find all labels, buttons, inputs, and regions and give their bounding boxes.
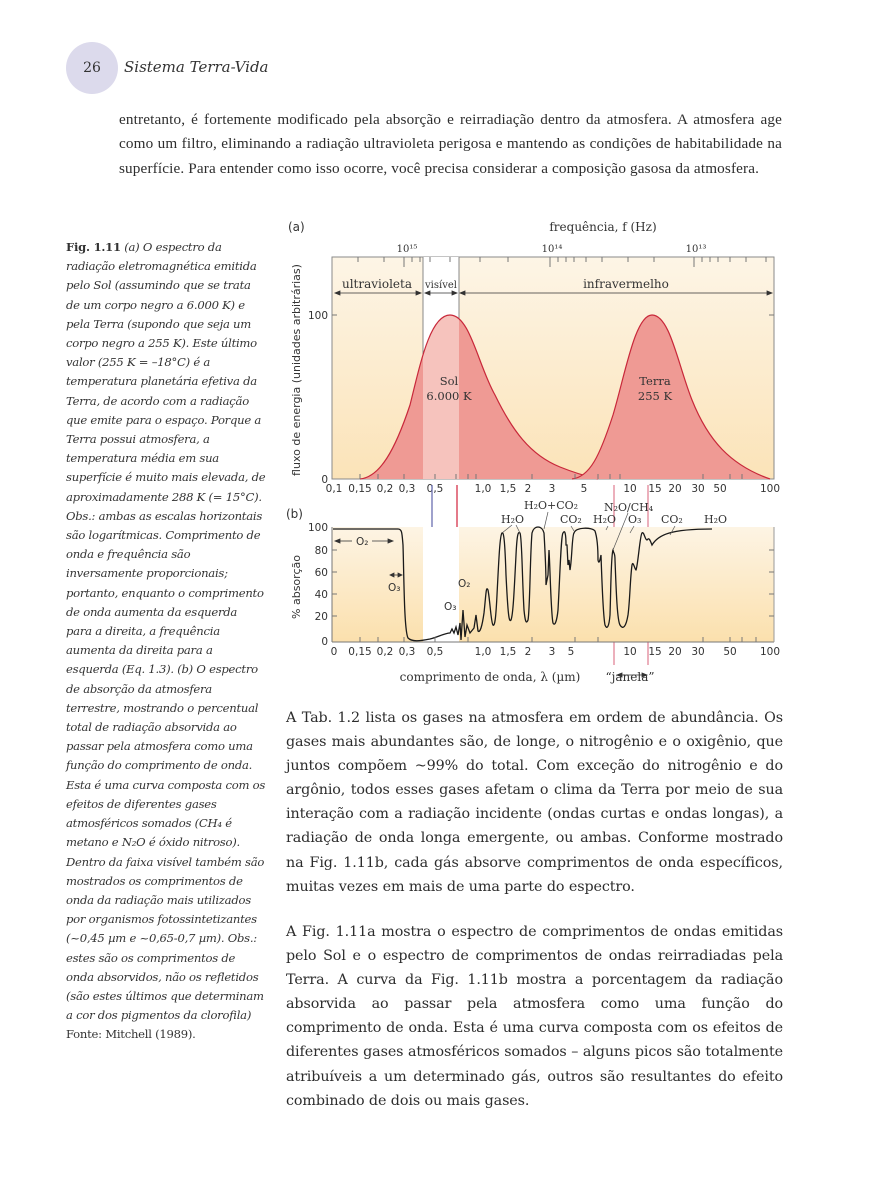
a-xticks [326, 483, 780, 495]
svg-text:0,2: 0,2 [376, 483, 394, 495]
svg-text:0,1: 0,1 [325, 483, 343, 495]
svg-text:100: 100 [307, 522, 328, 534]
band-label-infrared: infravermelho [583, 277, 669, 291]
gas-h2o-co2: H₂O+CO₂ [524, 499, 579, 512]
caption-part-b-marker: (b) [177, 662, 193, 677]
svg-text:5: 5 [567, 646, 575, 658]
a-ytick-100: 100 [307, 310, 328, 322]
a-ytick-0: 0 [321, 474, 328, 486]
svg-text:10: 10 [623, 483, 637, 495]
svg-text:0,3: 0,3 [398, 483, 416, 495]
svg-text:40: 40 [314, 589, 328, 601]
freq-tick-1e13: 10¹³ [685, 244, 707, 255]
svg-text:0,3: 0,3 [398, 646, 416, 658]
svg-text:0,15: 0,15 [348, 483, 372, 495]
page-number-badge [66, 42, 118, 94]
svg-text:0,5: 0,5 [426, 646, 444, 658]
svg-text:0,15: 0,15 [348, 646, 372, 658]
intro-paragraph: entretanto, é fortemente modificado pela absorção e reirradiação dentro da atmosfera. A atmosfera age como um filtro, eliminando a radiação ultravioleta perigosa e mantendo as condições de habitabilidade na superfície. Para entender como isso ocorre, você precisa considerar a composição gasosa da atmosfera. [119, 111, 782, 177]
caption-part-a-marker: (a) [124, 240, 140, 254]
svg-text:1,0: 1,0 [474, 483, 492, 495]
body-paragraph-1: A Tab. 1.2 lista os gases na atmosfera em ordem de abundância. Os gases mais abundantes são, de longe, o nitrogênio e o oxigênio, que juntos compõem ~99% do total. Com exceção do nitrogênio e do argônio, todos esses gases afetam o clima da Terra por meio de sua interação com a radiação incidente (ondas curtas e ondas longas), a radiação de onda longa emergente, ou ambas. Conforme mostrado na Fig. 1.11b, cada gás absorve comprimentos de onda específicos, muitas vezes em mais de uma parte do espectro. [286, 710, 783, 895]
svg-text:10: 10 [623, 646, 637, 658]
svg-text:2: 2 [524, 483, 532, 495]
gas-o3-uv: O₃ [388, 582, 401, 594]
svg-text:5: 5 [580, 483, 588, 495]
svg-text:20: 20 [668, 483, 682, 495]
svg-text:0,2: 0,2 [376, 646, 394, 658]
caption-source: Fonte: Mitchell (1989). [66, 1027, 196, 1042]
gas-h2o-3: H₂O [704, 513, 728, 526]
b-xticks [331, 646, 780, 658]
svg-text:2: 2 [524, 646, 532, 658]
gas-h2o-2: H₂O [593, 513, 617, 526]
svg-text:1,5: 1,5 [499, 483, 517, 495]
b-xlabel: comprimento de onda, λ (µm) [399, 670, 581, 684]
svg-text:80: 80 [314, 545, 328, 557]
freq-tick-1e14: 10¹⁴ [541, 244, 563, 255]
svg-text:0: 0 [321, 636, 328, 648]
a-ylabel: fluxo de energia (unidades arbitrárias) [290, 264, 303, 476]
frequency-axis-title: frequência, f (Hz) [549, 220, 657, 234]
svg-text:3: 3 [548, 646, 556, 658]
svg-text:50: 50 [723, 646, 737, 658]
gas-o2-visible: O₂ [458, 578, 471, 590]
gas-n2o-ch4: N₂O/CH₄ [604, 501, 654, 514]
caption-text-b: O espectro de absorção da atmosfera terrestre, mostrando o percentual total de radiação absorvida ao passar pela atmosfera como uma função do comprimento de onda. Esta é uma curva composta com os efeitos de diferentes gases atmosféricos somados (CH₄ é metano e N₂O é óxido nitroso). Dentro da faixa visível também são mostrados os comprimentos de onda da radiação mais utilizados por organismos fotossintetizantes (~0,45 µm e ~0,65-0,7 µm). Obs.: estes são os comprimentos de onda absorvidos, não os refletidos (são estes últimos que determinam a cor dos pigmentos da clorofila) [66, 662, 266, 1023]
svg-text:15: 15 [648, 646, 662, 658]
caption-text-a: O espectro da radiação eletromagnética emitida pelo Sol (assumindo que se trata de um corpo negro a 6.000 K) e pela Terra (supondo que seja um corpo negro a 255 K). Este último valor (255 K = –18°C) é a temperatura planetária efetiva da Terra, de acordo com a radiação que emite para o espaço. Porque a Terra possui atmosfera, a temperatura média em sua superfície é muito mais elevada, de aproximadamente 288 K (= 15°C). Obs.: ambas as escalas horizontais são logarítmicas. Comprimento de onda e frequência são inversamente proporcionais; portanto, enquanto o comprimento de onda aumenta da esquerda para a direita, a frequência aumenta da direita para a esquerda (Eq. 1.3). [66, 240, 266, 677]
svg-text:0,5: 0,5 [426, 483, 444, 495]
gas-o2-uv: O₂ [356, 536, 369, 548]
gas-o3-ir: O₃ [628, 513, 642, 526]
body-paragraph-2: A Fig. 1.11a mostra o espectro de comprimentos de ondas emitidas pelo Sol e o espectro de comprimentos de ondas reirradiadas pela Terra. A curva da Fig. 1.11b mostra a porcentagem da radiação absorvida ao passar pela atmosfera como uma função do comprimento de onda. Esta é uma curva composta com os efeitos de diferentes gases atmosféricos somados – alguns picos são totalmente atribuíveis a um determinado gás, outros são resultantes do efeito combinado de dois ou mais gases. [286, 924, 783, 1109]
gas-o3-visible: O₃ [444, 601, 457, 613]
page-number: 26 [83, 60, 101, 76]
svg-text:100: 100 [759, 646, 781, 658]
figure-1-11 [280, 215, 790, 690]
svg-text:1,5: 1,5 [499, 646, 517, 658]
svg-text:20: 20 [314, 611, 328, 623]
running-title: Sistema Terra-Vida [124, 58, 269, 76]
freq-tick-1e15: 10¹⁵ [396, 244, 418, 255]
svg-text:0: 0 [330, 646, 338, 658]
gas-labels-ir [501, 499, 727, 526]
gas-co2-2: CO₂ [661, 513, 683, 526]
window-label: “janela” [605, 670, 655, 684]
b-yticks [308, 522, 328, 648]
earth-label: Terra [639, 374, 671, 388]
svg-text:30: 30 [691, 646, 705, 658]
svg-text:100: 100 [759, 483, 781, 495]
svg-text:50: 50 [713, 483, 727, 495]
panel-b-label: (b) [286, 507, 303, 521]
svg-text:3: 3 [548, 483, 556, 495]
svg-text:15: 15 [648, 483, 662, 495]
b-ylabel: % absorção [290, 555, 303, 619]
band-label-ultraviolet: ultravioleta [341, 277, 413, 291]
earth-temperature: 255 K [637, 389, 673, 403]
band-label-visible: visível [425, 280, 457, 291]
svg-text:20: 20 [668, 646, 682, 658]
figure-caption [66, 238, 266, 1045]
gas-h2o-1: H₂O [501, 513, 525, 526]
svg-text:60: 60 [314, 567, 328, 579]
sun-temperature: 6.000 K [426, 389, 472, 403]
figure-label: Fig. 1.11 [66, 240, 121, 254]
svg-text:30: 30 [691, 483, 705, 495]
gas-co2-1: CO₂ [560, 513, 582, 526]
sun-label: Sol [439, 374, 459, 388]
panel-a-label: (a) [288, 220, 305, 234]
svg-text:1,0: 1,0 [474, 646, 492, 658]
